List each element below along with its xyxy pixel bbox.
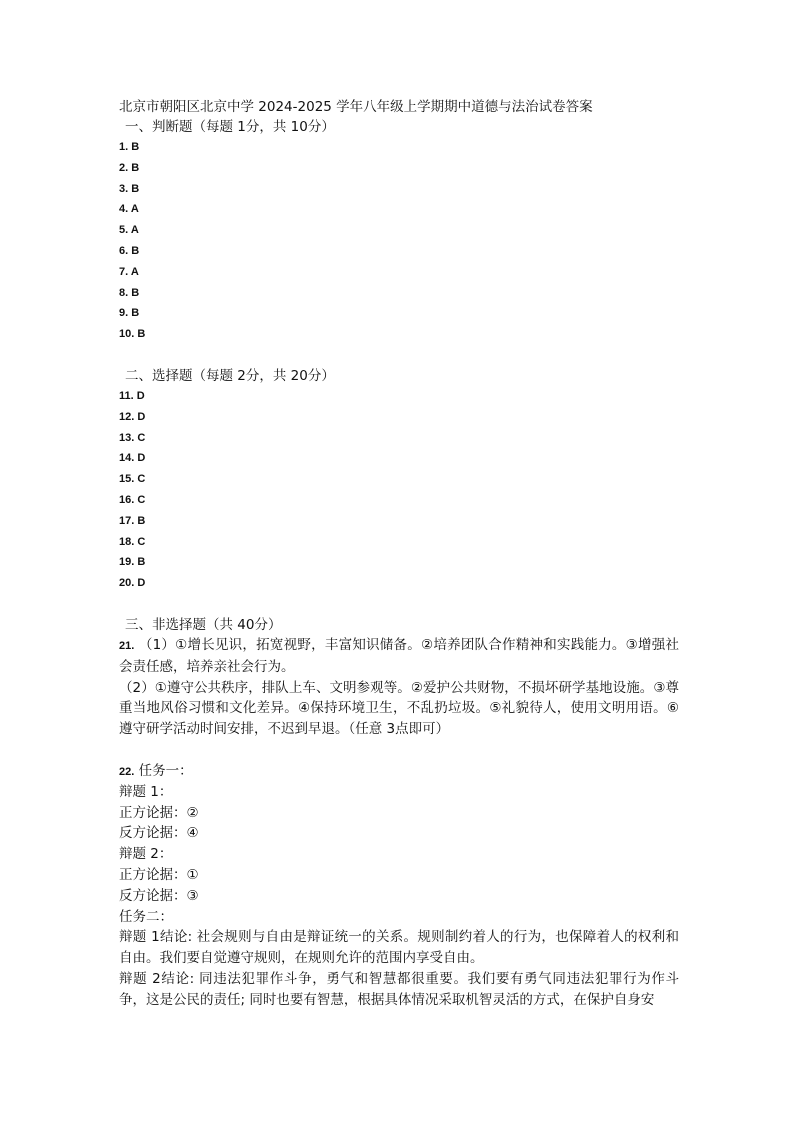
q21-part-1-text: （1）①增长见识，拓宽视野，丰富知识储备。②培养团队合作精神和实践能力。③增强社会责任感，培养亲社会行为。	[119, 636, 679, 675]
q22-conclusion-2: 辩题 2结论: 同违法犯罪作斗争，勇气和智慧都很重要。我们要有勇气同违法犯罪行为作斗争，这是公民的责任; 同时也要有智慧，根据具体情况采取机智灵活的方式，在保护自身安	[119, 970, 679, 1008]
answer-item: 4. A	[119, 203, 139, 216]
q22-topic-2: 辩题 2：	[119, 846, 173, 863]
q22-pro-1: 正方论据：②	[119, 804, 199, 821]
answer-item: 2. B	[119, 161, 140, 174]
answer-item: 3. B	[119, 182, 140, 195]
answer-document	[119, 97, 679, 1010]
q22-task-1-label: 任务一：	[138, 762, 193, 779]
section-2-answers	[119, 386, 679, 594]
answer-item: 16. C	[119, 493, 146, 506]
answer-item: 20. D	[119, 577, 146, 590]
q22-number: 22.	[119, 765, 135, 778]
answer-item: 13. C	[119, 431, 146, 444]
q22-topic-1: 辩题 1：	[119, 783, 173, 800]
answer-item: 10. B	[119, 328, 146, 341]
q21-number: 21.	[119, 639, 135, 652]
answer-item: 9. B	[119, 307, 140, 320]
answer-item: 8. B	[119, 286, 140, 299]
q21-part-2: （2）①遵守公共秩序，排队上车、文明参观等。②爱护公共财物，不损坏研学基地设施。③尊重当地风俗习惯和文化差异。④保持环境卫生，不乱扔垃圾。⑤礼貌待人，使用文明用语。⑥遵守研学活动时间安排，不迟到早退。（任意 3点即可）	[119, 679, 679, 738]
q22-con-2: 反方论据：③	[119, 887, 199, 904]
answer-item: 1. B	[119, 141, 140, 153]
answer-item: 19. B	[119, 556, 146, 569]
answer-item: 15. C	[119, 473, 146, 486]
q21-part-1	[119, 635, 679, 678]
spacer	[119, 345, 679, 366]
section-2-heading: 二、选择题（每题 2分，共 20分）	[125, 367, 335, 384]
q22-task-2: 任务二：	[119, 908, 173, 925]
q22-conclusion-1: 辩题 1结论: 社会规则与自由是辩证统一的关系。规则制约着人的行为，也保障着人的权利和自由。我们要自觉遵守规则，在规则允许的范围内享受自由。	[119, 929, 679, 967]
q22-pro-2: 正方论据：①	[119, 866, 199, 883]
answer-item: 7. A	[119, 265, 139, 278]
answer-item: 5. A	[119, 224, 139, 237]
answer-item: 14. D	[119, 452, 146, 465]
spacer	[119, 740, 679, 761]
answer-item: 18. C	[119, 535, 146, 548]
q22-con-1: 反方论据：④	[119, 825, 199, 842]
section-3-heading: 三、非选择题（共 40分）	[125, 616, 282, 633]
q22-task-1	[119, 761, 679, 782]
answer-item: 17. B	[119, 514, 146, 527]
answer-item: 11. D	[119, 389, 145, 402]
spacer	[119, 594, 679, 615]
section-1-heading: 一、判断题（每题 1分，共 10分）	[125, 119, 335, 135]
answer-item: 6. B	[119, 244, 140, 257]
section-1-answers	[119, 137, 679, 345]
answer-item: 12. D	[119, 410, 146, 423]
document-title: 北京市朝阳区北京中学 2024-2025 学年八年级上学期期中道德与法治试卷答案	[119, 99, 593, 115]
